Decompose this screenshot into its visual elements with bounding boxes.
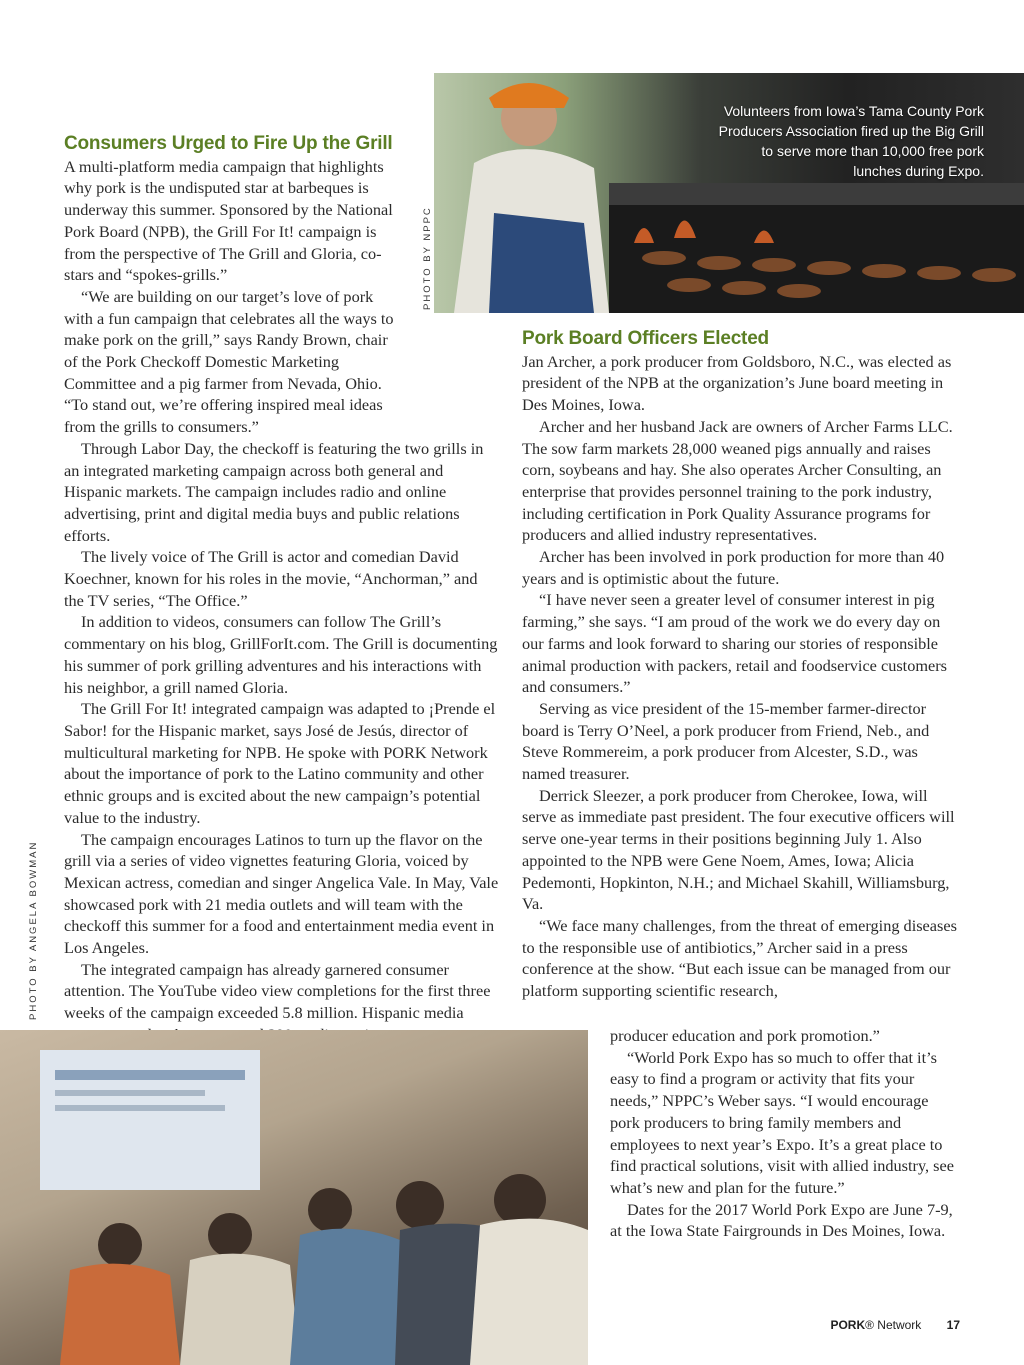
left-paragraph: Through Labor Day, the checkoff is featuring the two grills in an integrated marketing campaign across both general and Hispanic markets. The campaign includes radio and online advertising, print and digital media buys and public relations efforts.	[64, 438, 484, 545]
page-number: 17	[946, 1318, 960, 1332]
right-article	[522, 328, 962, 1002]
right-paragraph: Serving as vice president of the 15-member farmer-director board is Terry O’Neel, a pork producer from Friend, Neb., and Steve Rommereim, a pork producer from Alcester, S.D., was named treasurer.	[522, 698, 930, 784]
seminar-illustration	[0, 1030, 588, 1365]
left-paragraph: In addition to videos, consumers can follow The Grill’s commentary on his blog, GrillForIt.com. The Grill is documenting his summer of pork grilling adventures and his interactions with his neighbor, a grill named Gloria.	[64, 612, 498, 697]
right-paragraph: Dates for the 2017 World Pork Expo are June 7-9, at the Iowa State Fairgrounds in Des Moines, Iowa.	[610, 1199, 953, 1241]
right-paragraph: Jan Archer, a pork producer from Goldsboro, N.C., was elected as president of the NPB at the organization’s June board meeting in Des Moines, Iowa.	[522, 351, 952, 415]
page-footer	[830, 1318, 960, 1332]
left-paragraph: The lively voice of The Grill is actor and comedian David Koechner, known for his roles in the movie, “Anchorman,” and the TV series, “The Office.”	[64, 547, 478, 610]
right-paragraph: Archer has been involved in pork production for more than 40 years and is optimistic about the future.	[522, 547, 945, 588]
right-article-headline: Pork Board Officers Elected	[522, 328, 769, 349]
magazine-brand-suffix: ® Network	[865, 1318, 922, 1332]
photo-credit-nppc: PHOTO BY NPPC	[422, 206, 433, 310]
left-paragraph: The Grill For It! integrated campaign was adapted to ¡Prende el Sabor! for the Hispanic market, says José de Jesús, director of multicultural marketing for NPB. He spoke with PORK Network about the importance of pork to the Latino community and other ethnic groups and is excited about the new campaign’s potential value to the industry.	[64, 699, 496, 827]
grill-photo	[434, 73, 1024, 313]
right-paragraph: “We face many challenges, from the threat of emerging diseases to the responsible use of antibiotics,” Archer said in a press conference at the show. “But each issue can be managed from our platform supporting scientific research,	[522, 915, 957, 1001]
right-paragraph: “World Pork Expo has so much to offer that it’s easy to find a program or activity that fits your needs,” NPPC’s Weber says. “I would encourage pork producers to bring family members and employees to next year’s Expo. It’s a great place to find practical solutions, visit with allied industry, see what’s new and plan for the future.”	[610, 1047, 954, 1197]
left-paragraph: The campaign encourages Latinos to turn up the flavor on the grill via a series of video vignettes featuring Gloria, voiced by Mexican actress, comedian and singer Angelica Vale. In May, Vale showcased pork with 21 media outlets and will team with the checkoff this summer for a food and entertainment media event in Los Angeles.	[64, 829, 499, 958]
magazine-brand: PORK	[830, 1318, 866, 1332]
right-paragraph: Archer and her husband Jack are owners of Archer Farms LLC. The sow farm markets 28,000 weaned pigs annually and raises corn, soybeans and hay. She also operates Archer Consulting, an enterprise that provides personnel training to the pork industry, including certification in Pork Quality Assurance programs for producers and allied industry representatives.	[522, 416, 953, 545]
right-paragraph: producer education and pork promotion.”	[610, 1026, 880, 1045]
right-paragraph: Derrick Sleezer, a pork producer from Cherokee, Iowa, will serve as immediate past president. The four executive officers will serve one-year terms in their positions beginning July 1. Also appointed to the NPB were Gene Noem, Ames, Iowa; Alicia Pedemonti, Hopkinton, N.H.; and Michael Skahill, Williamsburg, Va.	[522, 785, 955, 914]
left-paragraph: The integrated campaign has already garnered consumer attention. The YouTube video view completions for the first three weeks of the campaign exceeded 5.8 million. Hispanic media	[64, 959, 491, 1023]
left-article	[64, 133, 500, 1046]
right-paragraph: “I have never seen a greater level of consumer interest in pig farming,” she says. “I am proud of the work we do every day on our farms and look forward to sharing our stories of responsible animal production with packers, retail and foodservice customers and consumers.”	[522, 590, 947, 697]
left-article-headline: Consumers Urged to Fire Up the Grill	[64, 133, 393, 154]
seminar-photo	[0, 1030, 588, 1365]
grill-photo-caption: Volunteers from Iowa’s Tama County Pork Producers Association fired up the Big Grill to serve more than 10,000 free pork lunches during Expo.	[718, 103, 984, 179]
left-paragraph: A multi-platform media campaign that highlights why pork is the undisputed star at barbeques is underway this summer. Sponsored by the National Pork Board (NPB), the Grill For It! campaign is from the perspective of The Grill and Gloria, co-stars and “spokes-grills.”	[64, 156, 393, 285]
photo-credit-bowman: PHOTO BY ANGELA BOWMAN	[28, 840, 39, 1020]
left-paragraph: “We are building on our target’s love of pork with a fun campaign that celebrates all the ways to make pork on the grill,” says Randy Brown, chair of the Pork Checkoff Domestic Marketing Committee and a pig farmer from Nevada, Ohio. “To stand out, we’re offering inspired meal ideas from the grills to consumers.”	[64, 286, 394, 437]
right-article-continued	[610, 1025, 962, 1242]
